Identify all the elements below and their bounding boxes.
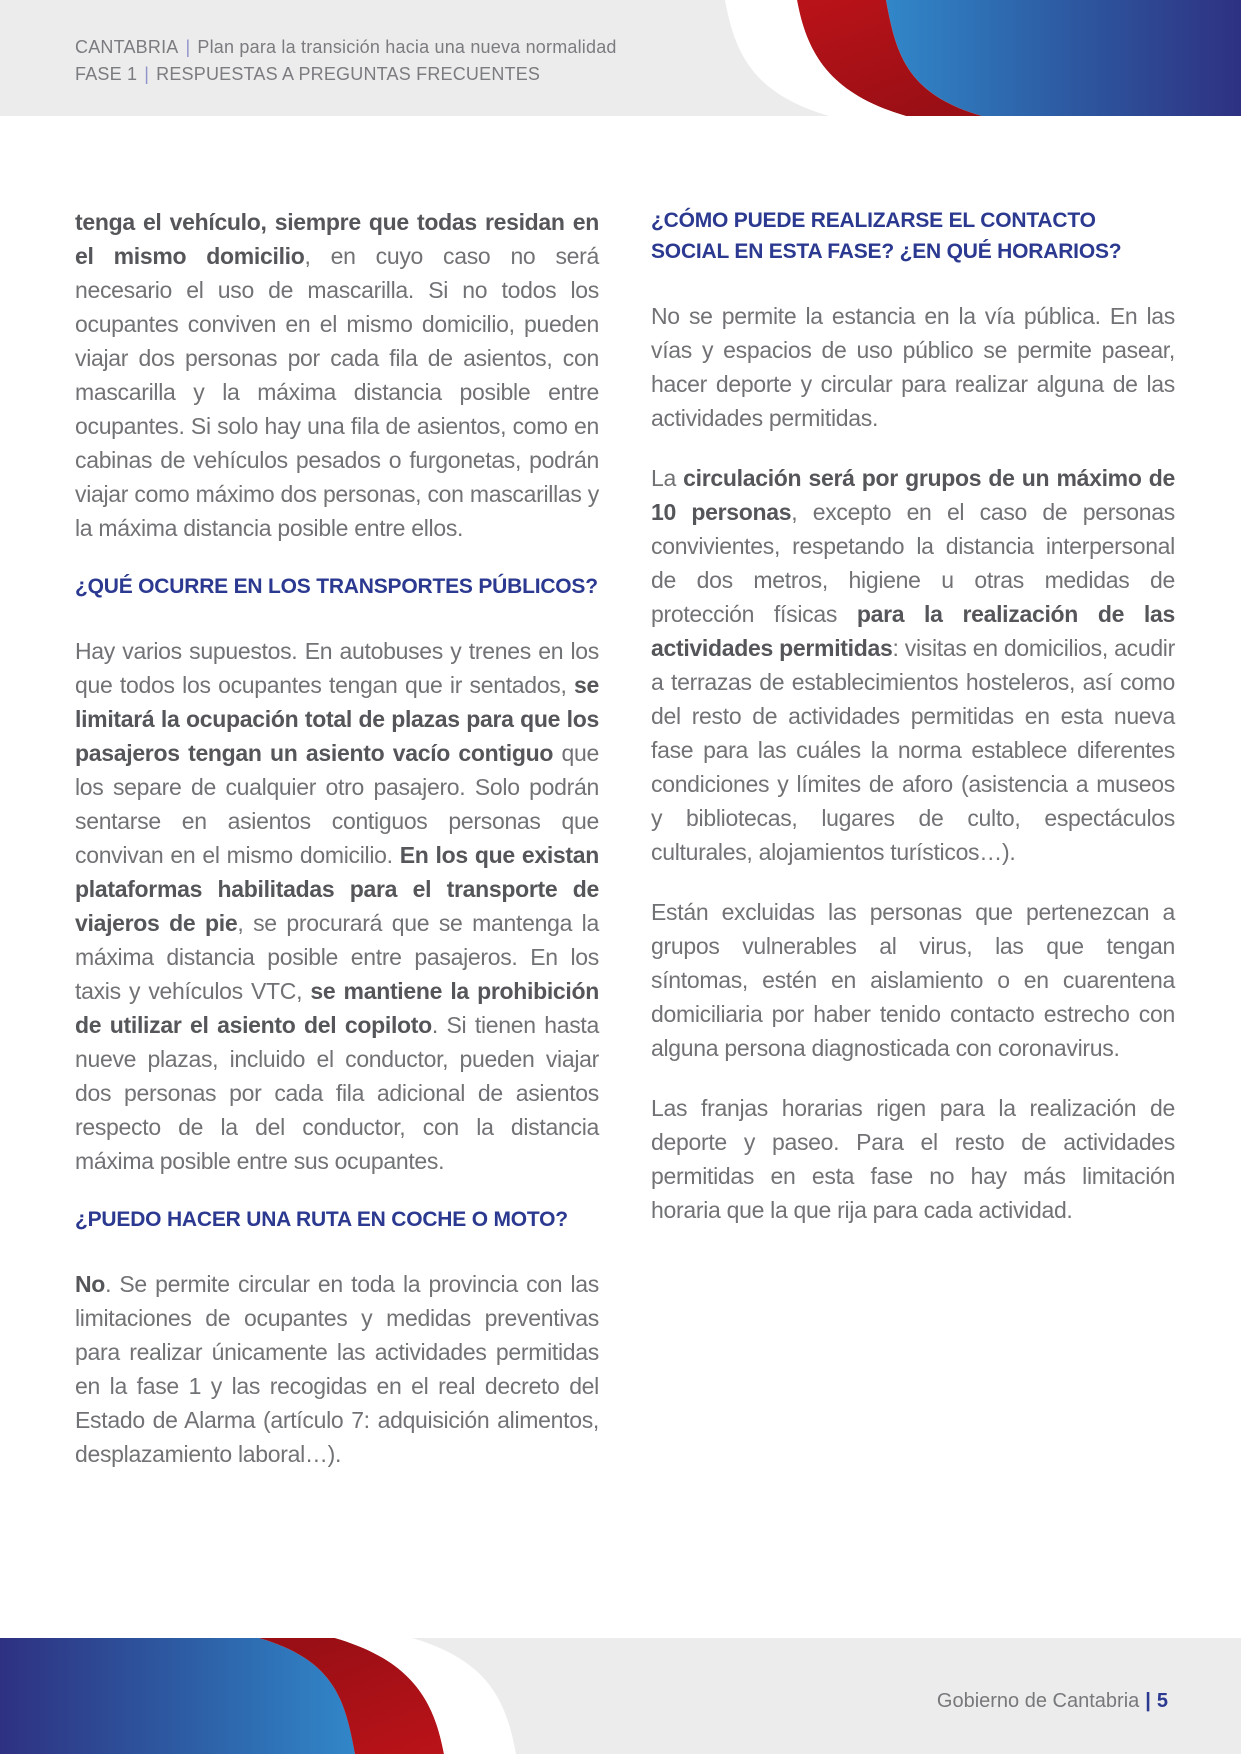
header-title: Plan para la transición hacia una nueva normalidad	[197, 37, 617, 57]
column-left	[75, 205, 599, 1497]
text-run: , excepto en el caso de personas convivientes, respetando la distancia interpersonal de dos metros, higiene u otras medidas de protección físicas	[651, 499, 1175, 627]
text-run: Hay varios supuestos. En autobuses y trenes en los que todos los ocupantes tengan que ir sentados,	[75, 638, 599, 698]
question-heading: ¿PUEDO HACER UNA RUTA EN COCHE O MOTO?	[75, 1208, 568, 1231]
question-heading: ¿CÓMO PUEDE REALIZARSE EL CONTACTO SOCIAL EN ESTA FASE? ¿EN QUÉ HORARIOS?	[651, 209, 1122, 263]
wave-decoration-bottom-left	[0, 1638, 591, 1754]
bold-text-run: se limitará la ocupación total de plazas para que los pasajeros tengan un asiento vacío contiguo	[75, 672, 599, 766]
bold-text-run: para la realización de las actividades permitidas	[651, 601, 1175, 661]
header-separator-1: |	[185, 37, 191, 57]
footer-text	[937, 1690, 1168, 1713]
body-paragraph	[75, 634, 599, 1178]
header-subtitle: RESPUESTAS A PREGUNTAS FRECUENTES	[156, 64, 541, 84]
footer-org: Gobierno de Cantabria	[936, 1690, 1140, 1712]
body-paragraph	[75, 205, 599, 545]
text-run: La	[651, 465, 684, 491]
text-run: : visitas en domicilios, acudir a terrazas de establecimientos hosteleros, así como del resto de actividades permitidas en esta nueva fase para las cuáles la norma establece diferentes condiciones y límites de aforo (asistencia a museos y bibliotecas, lugares de culto, espectáculos culturales, alojamientos turísticos…).	[651, 635, 1175, 865]
text-run: . Se permite circular en toda la provincia con las limitaciones de ocupantes y medidas preventivas para realizar únicamente las actividades permitidas en la fase 1 y las recogidas en el real decreto del Estado de Alarma (artículo 7: adquisición alimentos, desplazamiento laboral…).	[75, 1271, 599, 1467]
header-text	[75, 34, 617, 88]
wave-decoration-top-right	[650, 0, 1241, 116]
body-paragraph	[651, 895, 1175, 1065]
footer-page-number: 5	[1156, 1690, 1168, 1712]
bold-text-run: circulación será por grupos de un máximo de 10 personas	[651, 465, 1175, 525]
text-run: que los separe de cualquier otro pasajero. Solo podrán sentarse en asientos contiguos personas que convivan en el mismo domicilio.	[75, 740, 599, 868]
body-paragraph	[651, 1091, 1175, 1227]
body-paragraph	[651, 461, 1175, 869]
header-phase: FASE 1	[75, 64, 138, 84]
question-heading: ¿QUÉ OCURRE EN LOS TRANSPORTES PÚBLICOS?	[75, 575, 598, 598]
header-separator-2: |	[144, 64, 150, 84]
bold-text-run: En los que existan plataformas habilitadas para el transporte de viajeros de pie	[75, 842, 599, 936]
bold-text-run: No	[75, 1271, 106, 1297]
header-brand: CANTABRIA	[75, 37, 179, 57]
body-paragraph	[75, 1267, 599, 1471]
bold-text-run: tenga el vehículo, siempre que todas residan en el mismo domicilio	[75, 209, 599, 269]
text-run: Están excluidas las personas que pertenezcan a grupos vulnerables al virus, las que tengan síntomas, estén en aislamiento o en cuarentena domiciliaria por haber tenido contacto estrecho con alguna persona diagnosticada con coronavirus.	[651, 899, 1175, 1061]
text-run: Las franjas horarias rigen para la realización de deporte y paseo. Para el resto de actividades permitidas en esta fase no hay más limitación horaria que la que rija para cada actividad.	[651, 1095, 1175, 1223]
page-footer-band	[0, 1638, 1241, 1754]
header-line-2	[75, 61, 617, 88]
body-paragraph	[651, 299, 1175, 435]
text-run: . Si tienen hasta nueve plazas, incluido el conductor, pueden viajar dos personas por cada fila adicional de asientos respecto de la del conductor, con la distancia máxima posible entre sus ocupantes.	[75, 1012, 599, 1174]
footer-separator: |	[1145, 1690, 1151, 1712]
text-run: , en cuyo caso no será necesario el uso de mascarilla. Si no todos los ocupantes conviven en el mismo domicilio, pueden viajar dos personas por cada fila de asientos, con mascarilla y la máxima distancia posible entre ocupantes. Si solo hay una fila de asientos, como en cabinas de vehículos pesados o furgonetas, podrán viajar como máximo dos personas, con mascarillas y la máxima distancia posible entre ellos.	[75, 243, 599, 541]
text-run: No se permite la estancia en la vía pública. En las vías y espacios de uso público se permite pasear, hacer deporte y circular para realizar alguna de las actividades permitidas.	[651, 303, 1175, 431]
bold-text-run: se mantiene la prohibición de utilizar el asiento del copiloto	[75, 978, 599, 1038]
header-line-1	[75, 34, 617, 61]
page-header-band	[0, 0, 1241, 116]
text-run: , se procurará que se mantenga la máxima distancia posible entre pasajeros. En los taxis y vehículos VTC,	[75, 910, 599, 1004]
column-right	[651, 205, 1175, 1253]
